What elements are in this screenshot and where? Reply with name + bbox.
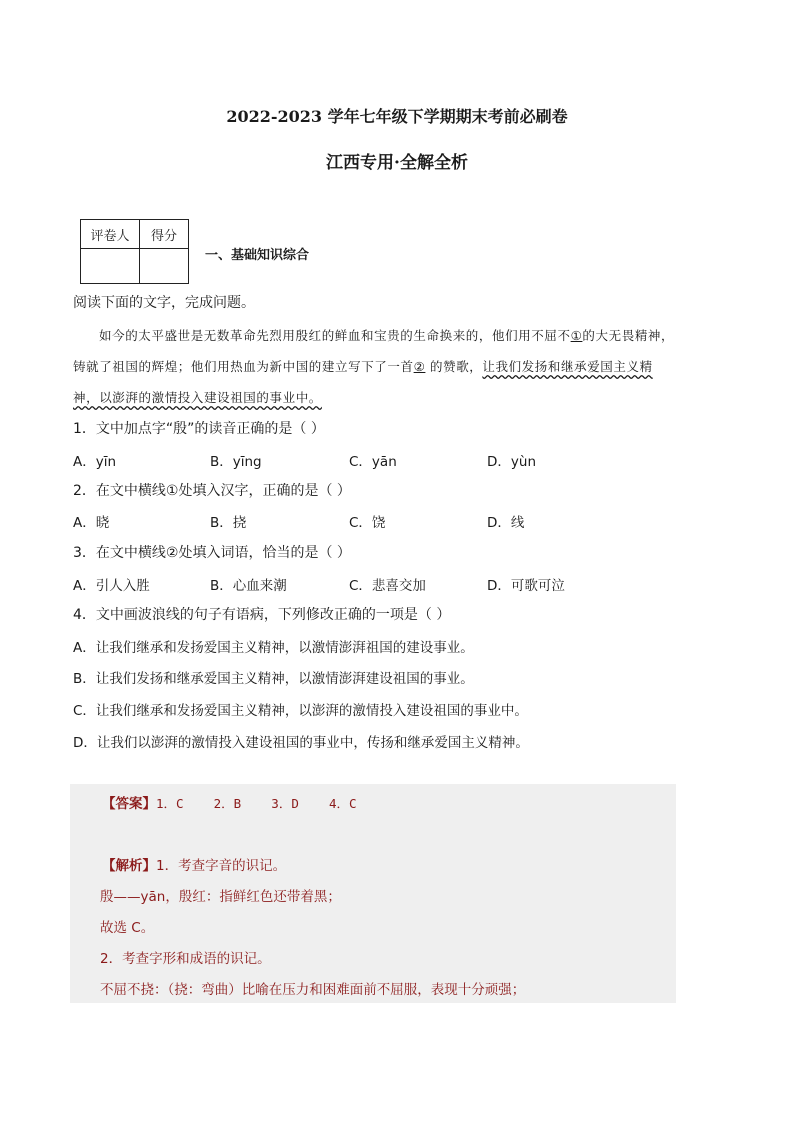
page-subtitle: 江西专用·全解全析 xyxy=(326,153,468,173)
score-table-header-grader: 评卷人 xyxy=(81,220,140,249)
passage-text-3: 的赞歌， xyxy=(425,359,483,374)
wavy-underlined-sentence: 让我们发扬和继承爱国主义精神，以澎湃的激情投入建设祖国的事业中。 xyxy=(73,359,653,405)
score-table-cell-score xyxy=(140,249,189,284)
question-4-option-b: B．让我们发扬和继承爱国主义精神，以激情澎湃建设祖国的事业。 xyxy=(73,671,474,687)
question-4-option-d: D．让我们以澎湃的激情投入建设祖国的事业中，传扬和继承爱国主义精神。 xyxy=(73,735,529,751)
question-3-option-c: C．悲喜交加 xyxy=(349,578,426,594)
analysis-line-5: 不屈不挠：（挠：弯曲）比喻在压力和困难面前不屈服，表现十分顽强； xyxy=(100,982,526,998)
question-3-option-d: D．可歌可泣 xyxy=(487,578,565,594)
passage-text-1: 如今的太平盛世是无数革命先烈用殷红的鲜血和宝贵的生命换来的，他们用不屈不 xyxy=(99,328,571,343)
score-table-cell-grader xyxy=(81,249,140,284)
question-1-option-b: B．yīng xyxy=(210,454,262,470)
answer-text: 1．C 2．B 3．D 4．C xyxy=(156,796,357,811)
question-1-option-a: A．yīn xyxy=(73,454,117,470)
question-1-option-d: D．yùn xyxy=(487,454,536,470)
score-table xyxy=(80,219,189,284)
analysis-line-4: 2．考查字形和成语的识记。 xyxy=(100,951,271,967)
analysis-text-1: 1．考查字音的识记。 xyxy=(156,858,287,874)
passage-text-2: 的大无畏精神，铸就了祖国的辉煌；他们用热血为新中国的建立写下了一首 xyxy=(73,328,675,374)
question-2-option-a: A．晓 xyxy=(73,515,110,531)
question-3-stem: 3．在文中横线②处填入词语，恰当的是（ ） xyxy=(73,545,351,561)
question-3-option-b: B．心血来潮 xyxy=(210,578,287,594)
question-4-stem: 4．文中画波浪线的句子有语病，下列修改正确的一项是（ ） xyxy=(73,607,451,623)
section-title: 一、基础知识综合 xyxy=(205,248,310,263)
question-3-option-a: A．引人入胜 xyxy=(73,578,150,594)
question-4-option-c: C．让我们继承和发扬爱国主义精神，以澎湃的激情投入建设祖国的事业中。 xyxy=(73,703,528,719)
page-title: 2022-2023 学年七年级下学期期末考前必刷卷 xyxy=(226,107,568,126)
question-1-option-c: C．yān xyxy=(349,454,397,470)
question-4-option-a: A．让我们继承和发扬爱国主义精神，以激情澎湃祖国的建设事业。 xyxy=(73,640,474,656)
reading-passage xyxy=(73,320,675,413)
analysis-label: 【解析】 xyxy=(102,858,156,874)
question-2-stem: 2．在文中横线①处填入汉字，正确的是（ ） xyxy=(73,483,351,499)
analysis-line-1 xyxy=(102,854,286,874)
question-1-stem: 1．文中加点字“殷”的读音正确的是（ ） xyxy=(73,421,325,437)
score-table-header-score: 得分 xyxy=(140,220,189,249)
question-2-option-d: D．线 xyxy=(487,515,525,531)
answer-line xyxy=(102,792,357,812)
question-2-option-b: B．挠 xyxy=(210,515,247,531)
blank-2-marker: ② xyxy=(413,359,426,374)
answer-label: 【答案】 xyxy=(102,796,156,812)
question-2-option-c: C．饶 xyxy=(349,515,386,531)
analysis-line-3: 故选 C。 xyxy=(100,920,155,936)
blank-1-marker: ① xyxy=(570,328,583,343)
analysis-line-2: 殷——yān，殷红：指鲜红色还带着黑； xyxy=(100,889,341,905)
reading-instruction: 阅读下面的文字，完成问题。 xyxy=(73,295,255,311)
